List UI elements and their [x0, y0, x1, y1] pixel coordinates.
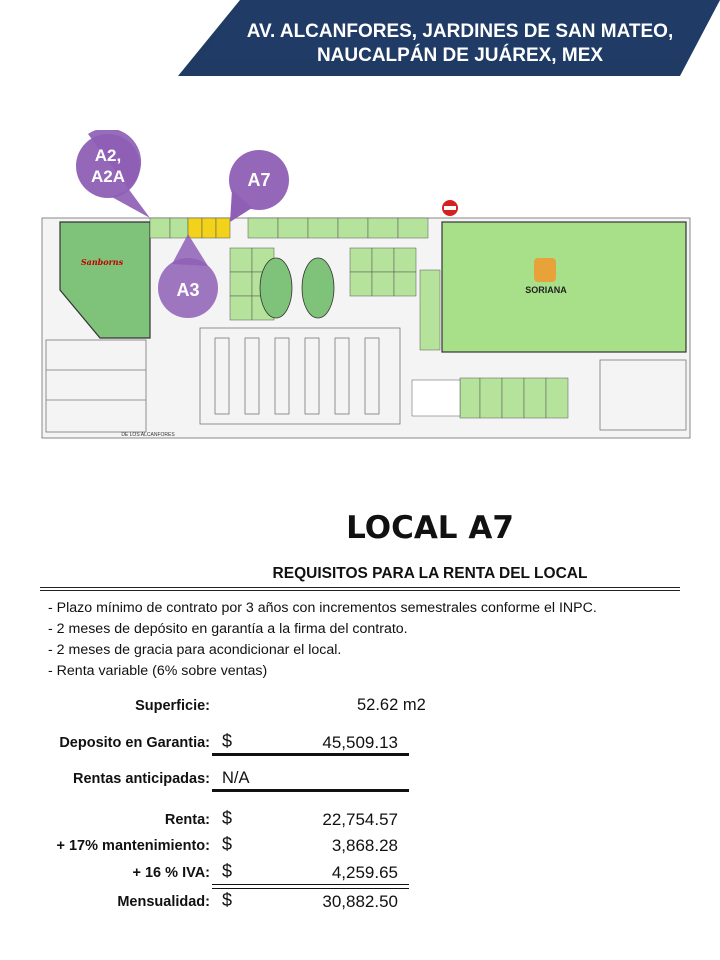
requirement-item: - 2 meses de depósito en garantía a la firma del contrato. — [48, 621, 408, 637]
iva-label: + 16 % IVA: — [132, 865, 210, 881]
marker-a3-label: A3 — [176, 280, 200, 300]
marker-a2-label-2: A2A — [90, 167, 126, 186]
marker-a7-label: A7 — [247, 170, 271, 190]
mantenimiento-currency: $ — [222, 834, 233, 854]
deposito-label: Deposito en Garantia: — [59, 735, 210, 751]
requirement-item: - Renta variable (6% sobre ventas) — [48, 663, 268, 679]
deposito-currency: $ — [222, 731, 233, 751]
deposito-underline — [212, 753, 409, 756]
address-line-2: NAUCALPÁN DE JUÁREX, MEX — [316, 45, 604, 66]
rentas-label: Rentas anticipadas: — [73, 771, 210, 787]
renta-currency: $ — [222, 808, 233, 828]
iva-currency: $ — [222, 861, 233, 881]
mensualidad-label: Mensualidad: — [117, 894, 210, 910]
mantenimiento-label: + 17% mantenimiento: — [56, 838, 210, 854]
mantenimiento-value: 3,868.28 — [331, 836, 398, 855]
requirements-list — [48, 598, 597, 682]
superficie-value: 52.62 m2 — [357, 696, 426, 714]
address-title — [200, 20, 720, 68]
requirements-title: REQUISITOS PARA LA RENTA DEL LOCAL — [272, 565, 588, 582]
requirement-item: - Plazo mínimo de contrato por 3 años con incrementos semestrales conforme el INPC. — [48, 600, 597, 616]
requirement-item: - 2 meses de gracia para acondicionar el local. — [48, 642, 342, 658]
anchor-left-label: Sanborns — [80, 257, 124, 267]
marker-a7 — [229, 150, 289, 222]
address-line-1: AV. ALCANFORES, JARDINES DE SAN MATEO, — [246, 21, 674, 42]
anchor-right-label: SORIANA — [525, 285, 567, 295]
street-label: DE LOS ALCANFORES — [121, 432, 175, 438]
marker-a2-a2a — [76, 130, 150, 218]
mensualidad-value: 30,882.50 — [322, 892, 398, 911]
divider-line — [40, 587, 680, 588]
superficie-label: Superficie: — [135, 698, 210, 714]
divider-line — [40, 590, 680, 591]
local-title: LOCAL A7 — [346, 510, 514, 546]
mall-site-plan — [40, 130, 700, 450]
total-double-underline — [212, 884, 409, 889]
marker-a2-label-1: A2, — [94, 146, 122, 165]
deposito-value: 45,509.13 — [322, 733, 398, 752]
mensualidad-currency: $ — [222, 890, 233, 910]
renta-label: Renta: — [164, 812, 210, 828]
renta-value: 22,754.57 — [322, 810, 398, 829]
rentas-value: N/A — [222, 769, 250, 787]
rentas-underline — [212, 789, 409, 792]
iva-value: 4,259.65 — [331, 863, 398, 882]
